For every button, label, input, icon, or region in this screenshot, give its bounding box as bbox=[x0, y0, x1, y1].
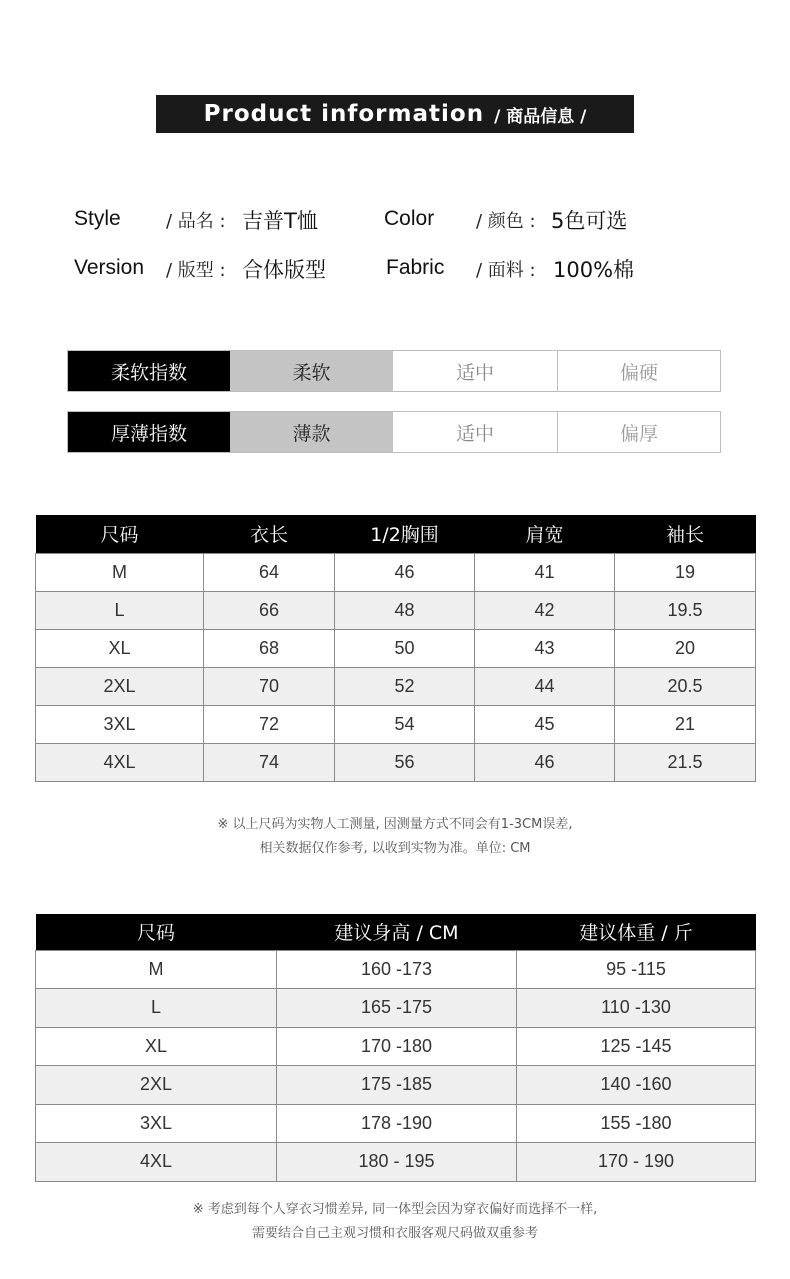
table-cell: 74 bbox=[204, 743, 335, 781]
table-cell: 155 -180 bbox=[517, 1104, 756, 1143]
softness-index-title: 柔软指数 bbox=[68, 351, 230, 391]
table-cell: 54 bbox=[335, 705, 475, 743]
spec-version-value: 合体版型 bbox=[242, 258, 326, 282]
fit-note bbox=[0, 1198, 790, 1246]
table-cell: 44 bbox=[475, 667, 615, 705]
thickness-mid: 适中 bbox=[393, 412, 558, 452]
table-cell: 125 -145 bbox=[517, 1027, 756, 1066]
banner-title-cn: / 商品信息 / bbox=[494, 106, 587, 127]
size-header-length: 衣长 bbox=[204, 515, 335, 553]
fit-note-line2: 需要结合自己主观习惯和衣服客观尺码做双重参考 bbox=[251, 1226, 538, 1241]
spec-color-value: 5色可选 bbox=[551, 209, 628, 233]
size-header-chest: 1/2胸围 bbox=[335, 515, 475, 553]
table-cell: XL bbox=[36, 629, 204, 667]
table-cell: 178 -190 bbox=[277, 1104, 517, 1143]
table-cell: 21.5 bbox=[615, 743, 756, 781]
table-cell: 4XL bbox=[36, 743, 204, 781]
table-cell: 68 bbox=[204, 629, 335, 667]
table-row bbox=[36, 743, 756, 781]
spec-version-cn-label: / 版型 : bbox=[166, 260, 226, 281]
table-row bbox=[36, 705, 756, 743]
table-cell: 20.5 bbox=[615, 667, 756, 705]
size-header-size: 尺码 bbox=[36, 515, 204, 553]
fit-header-size: 尺码 bbox=[36, 914, 277, 950]
table-cell: 43 bbox=[475, 629, 615, 667]
table-cell: 56 bbox=[335, 743, 475, 781]
table-cell: 2XL bbox=[36, 667, 204, 705]
table-cell: 41 bbox=[475, 553, 615, 591]
softness-other: 偏硬 bbox=[558, 351, 720, 391]
fit-header-height: 建议身高 / CM bbox=[277, 914, 517, 950]
banner-title-en: Product information bbox=[203, 101, 485, 127]
spec-style-value: 吉普T恤 bbox=[242, 209, 318, 233]
table-cell: 3XL bbox=[36, 705, 204, 743]
table-cell: 64 bbox=[204, 553, 335, 591]
section-banner bbox=[156, 95, 634, 133]
spec-fabric-cn-label: / 面料 : bbox=[476, 260, 536, 281]
table-cell: 20 bbox=[615, 629, 756, 667]
table-cell: XL bbox=[36, 1027, 277, 1066]
fit-note-line1: ※ 考虑到每个人穿衣习惯差异, 同一体型会因为穿衣偏好而选择不一样, bbox=[192, 1202, 598, 1217]
table-cell: 52 bbox=[335, 667, 475, 705]
measurement-note-line2: 相关数据仅作参考, 以收到实物为准。单位: CM bbox=[259, 841, 531, 856]
table-cell: 170 - 190 bbox=[517, 1143, 756, 1182]
spec-style-label: Style bbox=[74, 207, 121, 230]
table-row bbox=[36, 591, 756, 629]
table-cell: 42 bbox=[475, 591, 615, 629]
spec-color-label: Color bbox=[384, 207, 435, 230]
table-cell: 3XL bbox=[36, 1104, 277, 1143]
table-cell: 46 bbox=[475, 743, 615, 781]
size-table bbox=[35, 515, 756, 782]
table-cell: 110 -130 bbox=[517, 989, 756, 1028]
spec-fabric-label: Fabric bbox=[386, 256, 445, 279]
table-cell: M bbox=[36, 553, 204, 591]
table-cell: 19.5 bbox=[615, 591, 756, 629]
table-cell: 160 -173 bbox=[277, 950, 517, 989]
table-cell: 70 bbox=[204, 667, 335, 705]
thickness-index-row bbox=[67, 411, 721, 453]
table-row bbox=[36, 1027, 756, 1066]
size-table-header bbox=[36, 515, 756, 553]
spec-style-cn-label: / 品名 : bbox=[166, 211, 226, 232]
table-cell: 140 -160 bbox=[517, 1066, 756, 1105]
thickness-other: 偏厚 bbox=[558, 412, 720, 452]
table-cell: 175 -185 bbox=[277, 1066, 517, 1105]
table-cell: 48 bbox=[335, 591, 475, 629]
table-row bbox=[36, 629, 756, 667]
size-header-sleeve: 袖长 bbox=[615, 515, 756, 553]
table-cell: L bbox=[36, 989, 277, 1028]
thickness-index-title: 厚薄指数 bbox=[68, 412, 230, 452]
table-row bbox=[36, 950, 756, 989]
fit-header-weight: 建议体重 / 斤 bbox=[517, 914, 756, 950]
table-cell: 95 -115 bbox=[517, 950, 756, 989]
fit-table bbox=[35, 914, 756, 1182]
table-row bbox=[36, 1066, 756, 1105]
table-cell: 170 -180 bbox=[277, 1027, 517, 1066]
table-row bbox=[36, 1104, 756, 1143]
table-cell: 19 bbox=[615, 553, 756, 591]
table-cell: 21 bbox=[615, 705, 756, 743]
measurement-note-line1: ※ 以上尺码为实物人工测量, 因测量方式不同会有1-3CM误差, bbox=[217, 817, 573, 832]
table-cell: 66 bbox=[204, 591, 335, 629]
table-cell: 50 bbox=[335, 629, 475, 667]
spec-color-cn-label: / 颜色 : bbox=[476, 211, 536, 232]
softness-mid: 适中 bbox=[393, 351, 558, 391]
spec-fabric-value: 100%棉 bbox=[553, 258, 635, 282]
table-row bbox=[36, 989, 756, 1028]
table-cell: L bbox=[36, 591, 204, 629]
table-cell: 165 -175 bbox=[277, 989, 517, 1028]
table-cell: 4XL bbox=[36, 1143, 277, 1182]
table-cell: 46 bbox=[335, 553, 475, 591]
table-cell: 45 bbox=[475, 705, 615, 743]
fit-table-header bbox=[36, 914, 756, 950]
table-cell: 72 bbox=[204, 705, 335, 743]
table-cell: M bbox=[36, 950, 277, 989]
table-cell: 180 - 195 bbox=[277, 1143, 517, 1182]
table-row bbox=[36, 1143, 756, 1182]
thickness-selected: 薄款 bbox=[230, 412, 393, 452]
table-row bbox=[36, 667, 756, 705]
size-header-shoulder: 肩宽 bbox=[475, 515, 615, 553]
measurement-note bbox=[0, 813, 790, 861]
spec-version-label: Version bbox=[74, 256, 145, 279]
table-row bbox=[36, 553, 756, 591]
table-cell: 2XL bbox=[36, 1066, 277, 1105]
softness-selected: 柔软 bbox=[230, 351, 393, 391]
softness-index-row bbox=[67, 350, 721, 392]
